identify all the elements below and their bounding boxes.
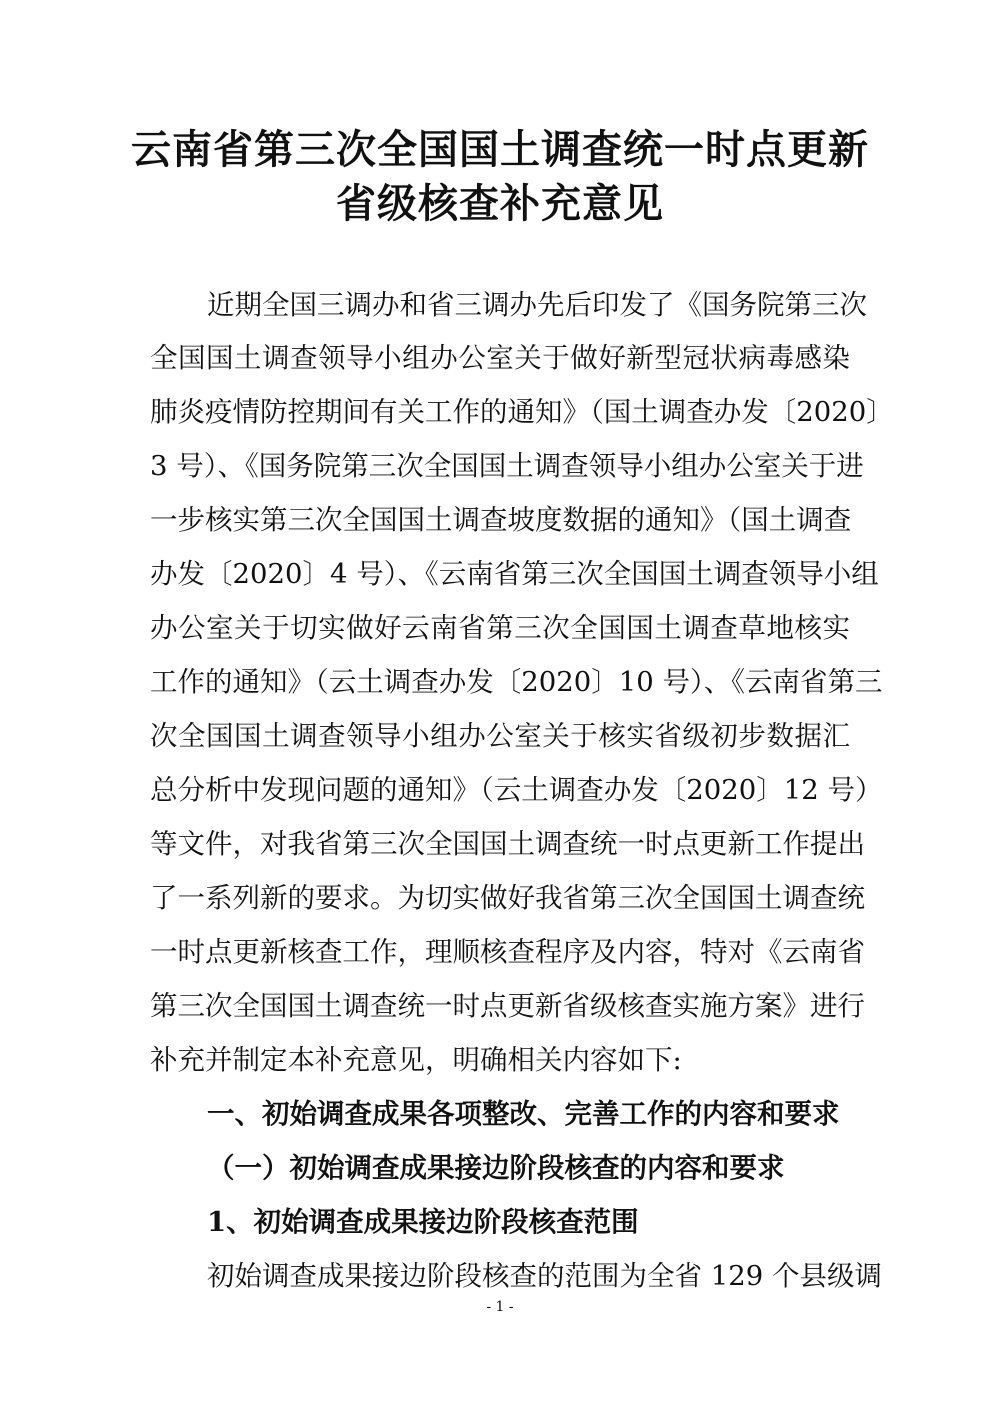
document-title-line-2: 省级核查补充意见	[336, 181, 664, 227]
paragraph-line: 了一系列新的要求。为切实做好我省第三次全国国土调查统	[150, 882, 865, 914]
page-number: - 1 -	[486, 1299, 514, 1315]
item-heading: 1、初始调查成果接边阶段核查范围	[207, 1206, 639, 1238]
document-title-line-1: 云南省第三次全国国土调查统一时点更新	[131, 127, 869, 173]
paragraph-line: 办公室关于切实做好云南省第三次全国国土调查草地核实	[150, 612, 850, 644]
paragraph-line: 等文件，对我省第三次全国国土调查统一时点更新工作提出	[150, 828, 865, 860]
paragraph-line: 工作的通知》（云土调查办发〔2020〕10 号）、《云南省第三	[150, 666, 883, 698]
paragraph-line: 全国国土调查领导小组办公室关于做好新型冠状病毒感染	[150, 342, 850, 374]
paragraph-line: 补充并制定本补充意见，明确相关内容如下:	[150, 1044, 682, 1076]
paragraph-line: 一步核实第三次全国国土调查坡度数据的通知》（国土调查	[150, 504, 852, 536]
paragraph-line: 肺炎疫情防控期间有关工作的通知》（国土调查办发〔2020〕	[150, 396, 894, 428]
paragraph-line: 办发〔2020〕4 号）、《云南省第三次全国国土调查领导小组	[150, 558, 879, 590]
paragraph-line: 总分析中发现问题的通知》（云土调查办发〔2020〕12 号）	[150, 774, 883, 806]
paragraph-line: 第三次全国国土调查统一时点更新省级核查实施方案》进行	[150, 990, 865, 1022]
paragraph-line: 初始调查成果接边阶段核查的范围为全省 129 个县级调	[207, 1260, 882, 1292]
paragraph-line: 3 号）、《国务院第三次全国国土调查领导小组办公室关于进	[150, 450, 864, 482]
paragraph-line: 次全国国土调查领导小组办公室关于核实省级初步数据汇	[150, 720, 850, 752]
paragraph-line: 近期全国三调办和省三调办先后印发了《国务院第三次	[207, 289, 867, 321]
paragraph-line: 一时点更新核查工作，理顺核查程序及内容，特对《云南省	[150, 936, 865, 968]
subsection-heading: （一）初始调查成果接边阶段核查的内容和要求	[207, 1152, 785, 1184]
section-heading: 一、初始调查成果各项整改、完善工作的内容和要求	[207, 1098, 840, 1130]
